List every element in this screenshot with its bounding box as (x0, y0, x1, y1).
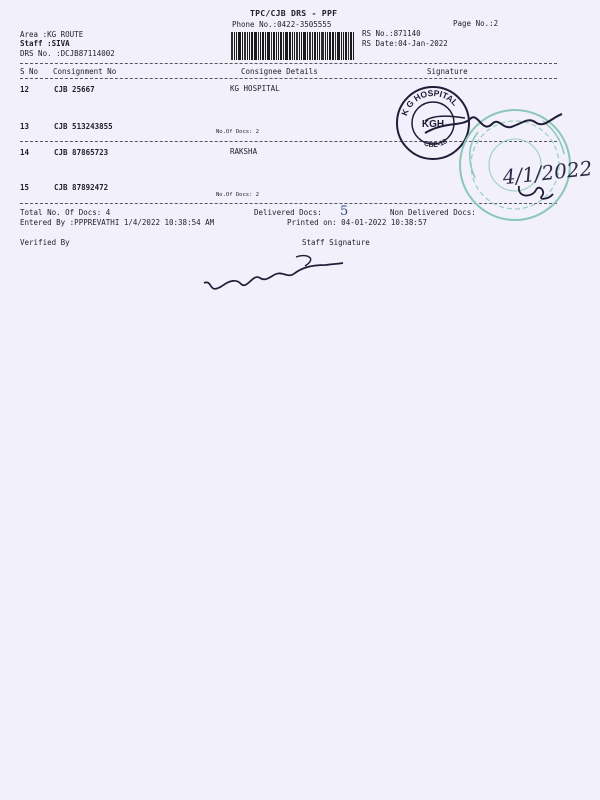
barcode-bar (254, 32, 257, 60)
row-13-docs: No.Of Docs: 2 (216, 129, 260, 135)
row-15-docs: No.Of Docs: 2 (216, 192, 260, 198)
row-13-sno: 13 (20, 122, 30, 131)
barcode-bar (312, 32, 313, 60)
barcode-bar (234, 32, 235, 60)
row-12-consignment: CJB 25667 (54, 85, 95, 94)
barcode-bar (332, 32, 334, 60)
page-number: Page No.:2 (453, 19, 499, 28)
row-12-sno: 12 (20, 85, 30, 94)
delivered-docs-label: Delivered Docs: (254, 208, 322, 217)
total-docs: Total No. Of Docs: 4 (20, 208, 111, 217)
staff-label: Staff :SIVA (20, 39, 70, 48)
divider-header (20, 78, 557, 79)
verified-by-label: Verified By (20, 238, 70, 247)
barcode-bar (337, 32, 340, 60)
barcode-bar (317, 32, 318, 60)
barcode-bar (251, 32, 253, 60)
row-12-consignee: KG HOSPITAL (230, 84, 280, 93)
barcode-bar (289, 32, 291, 60)
staff-signature-scribble (197, 248, 347, 300)
barcode-bar (329, 32, 331, 60)
kg-stamp-bottom-text: CBE-18 (423, 138, 449, 150)
barcode-bar (285, 32, 288, 60)
phone-number: Phone No.:0422-3505555 (232, 20, 332, 29)
barcode-bar (325, 32, 326, 60)
printed-on: Printed on: 04-01-2022 10:38:57 (287, 218, 427, 227)
barcode-bar (301, 32, 302, 60)
barcode-bar (319, 32, 320, 60)
barcode-bar (260, 32, 261, 60)
divider-top (20, 63, 557, 64)
entered-by: Entered By :PPPREVATHI 1/4/2022 10:38:54 AM (20, 218, 215, 227)
barcode-bar (348, 32, 349, 60)
column-consignment: Consignment No (53, 67, 117, 76)
barcode-bar (236, 32, 237, 60)
rs-date: RS Date:04-Jan-2022 (362, 39, 448, 48)
barcode-bar (271, 32, 272, 60)
barcode-bar (341, 32, 342, 60)
receiver-signature-scribble (420, 103, 570, 145)
barcode-bar (244, 32, 246, 60)
barcode-bar (249, 32, 250, 60)
row-14-consignee: RAKSHA (230, 147, 258, 156)
barcode-bar (267, 32, 270, 60)
barcode-bar (303, 32, 306, 60)
barcode-bar (299, 32, 300, 60)
document-title: TPC/CJB DRS - PPF (250, 8, 338, 18)
barcode-bar (262, 32, 264, 60)
barcode-bar (265, 32, 266, 60)
barcode-bar (307, 32, 308, 60)
barcode-bar (247, 32, 248, 60)
barcode-bar (343, 32, 344, 60)
delivered-docs-handwritten: 5 (340, 204, 349, 219)
barcode-bar (283, 32, 284, 60)
barcode-bar (242, 32, 243, 60)
barcode-bar (309, 32, 311, 60)
row-14-consignment: CJB 87865723 (54, 148, 109, 157)
non-delivered-docs-label: Non Delivered Docs: (390, 208, 476, 217)
barcode-bar (276, 32, 277, 60)
barcode-bar (231, 32, 233, 60)
rs-number: RS No.:871140 (362, 29, 421, 38)
column-signature: Signature (427, 67, 468, 76)
row-13-consignment: CJB 513243855 (54, 122, 113, 131)
handwritten-date: 4/1/2022 (501, 156, 594, 190)
barcode-bar (353, 32, 354, 60)
barcode-bar (335, 32, 336, 60)
barcode-bar (278, 32, 279, 60)
kg-stamp-top-text: K G HOSPITAL (399, 87, 461, 117)
barcode-bar (350, 32, 352, 60)
barcode (231, 32, 354, 60)
barcode-bar (321, 32, 324, 60)
staff-signature-label: Staff Signature (302, 238, 370, 247)
barcode-bar (314, 32, 316, 60)
barcode-bar (258, 32, 259, 60)
row-14-sno: 14 (20, 148, 30, 157)
barcode-bar (280, 32, 282, 60)
area-label: Area :KG ROUTE (20, 30, 84, 39)
barcode-bar (327, 32, 328, 60)
kg-stamp-center-text: KGH (421, 119, 445, 130)
row-15-sno: 15 (20, 183, 30, 192)
receiver-initials-scribble (514, 180, 558, 204)
barcode-bar (292, 32, 293, 60)
column-consignee: Consignee Details (241, 67, 318, 76)
barcode-bar (345, 32, 347, 60)
barcode-bar (273, 32, 275, 60)
row-15-consignment: CJB 87892472 (54, 183, 109, 192)
barcode-bar (296, 32, 298, 60)
barcode-bar (238, 32, 241, 60)
column-sno: S No (20, 67, 39, 76)
barcode-bar (294, 32, 295, 60)
drs-number: DRS No. :DCJB87114002 (20, 49, 115, 58)
